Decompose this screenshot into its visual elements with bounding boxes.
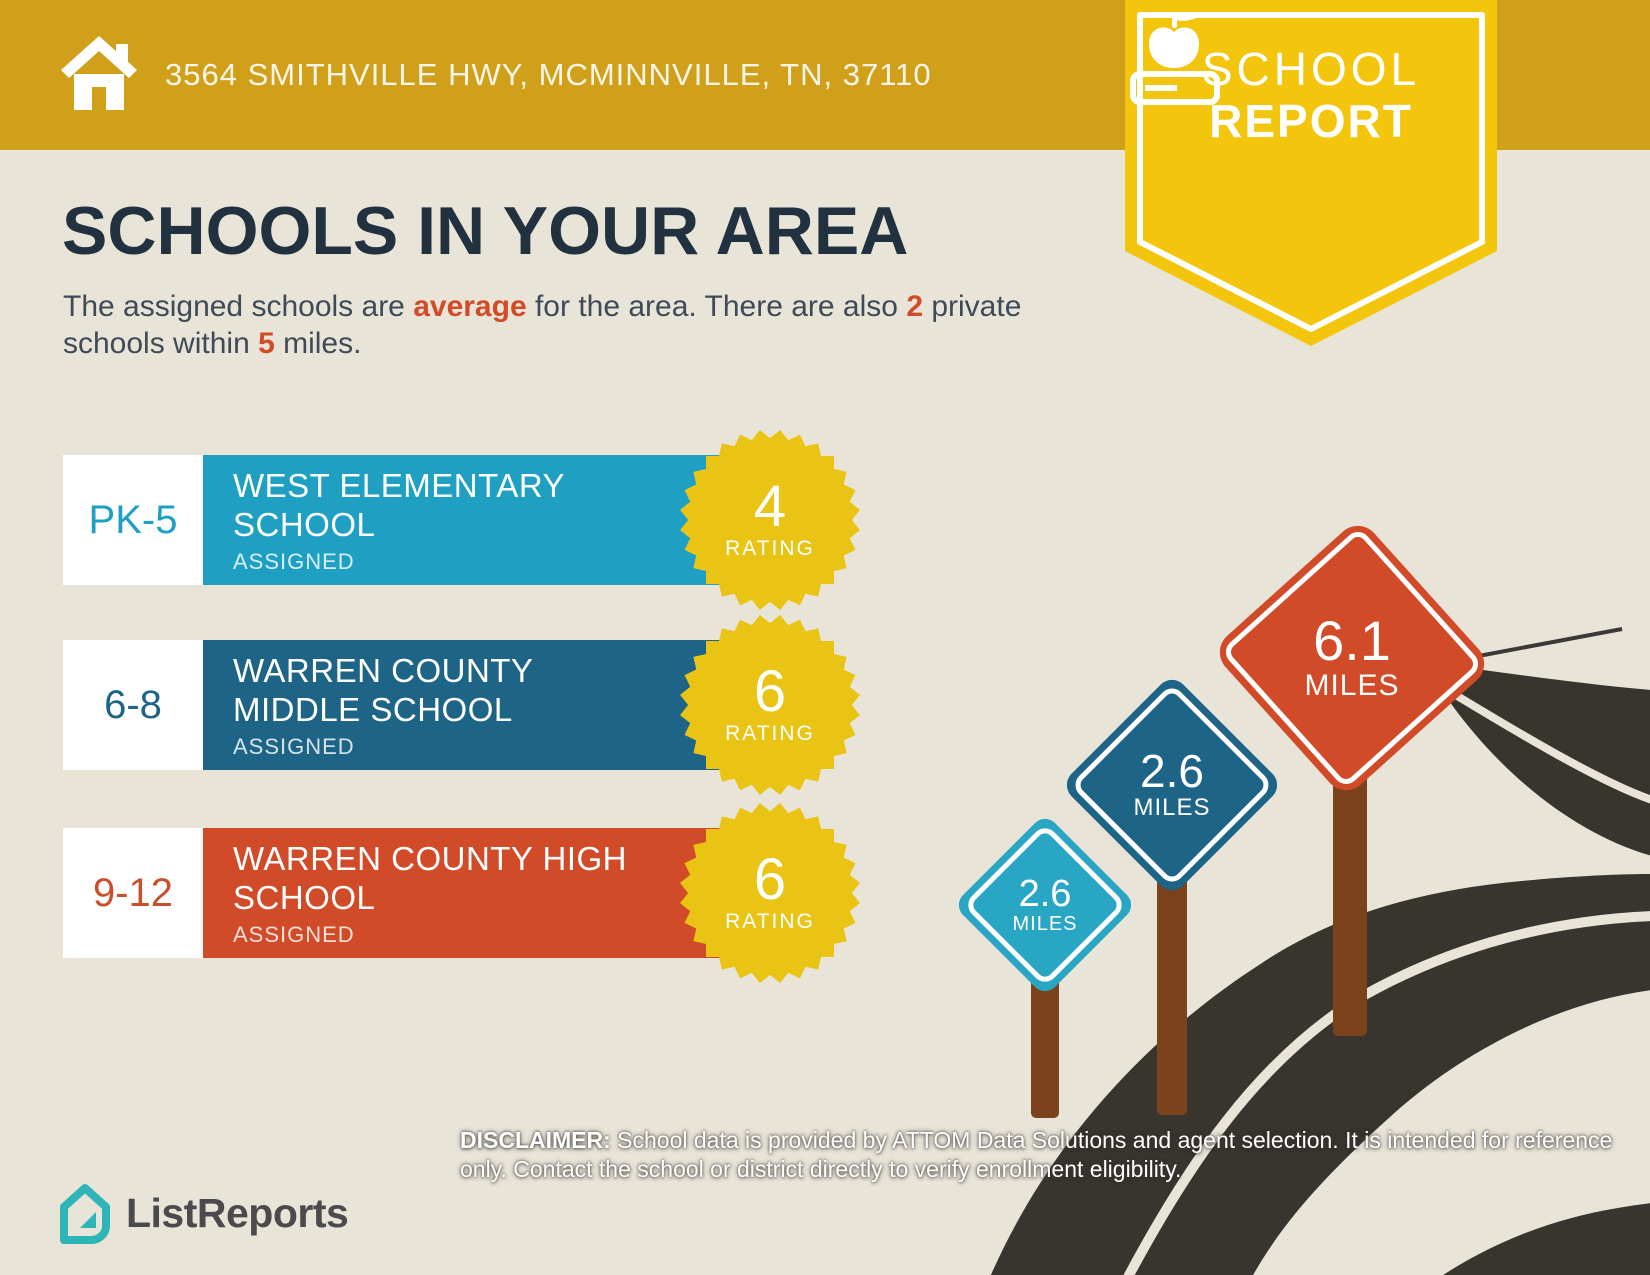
road-corner [1440, 1203, 1650, 1275]
rating-value: 4 [753, 474, 787, 539]
rating-label: RATING [725, 722, 815, 745]
listreports-logo [58, 1182, 348, 1244]
school-status: ASSIGNED [233, 733, 355, 759]
subtitle-text: private schools within [63, 290, 1022, 360]
listreports-house-icon [58, 1182, 112, 1244]
distance-unit: MILES [1304, 669, 1400, 702]
distance-unit: MILES [1012, 912, 1078, 935]
school-row-elementary [63, 455, 883, 585]
apple-on-book-icon [1125, 0, 1225, 112]
school-status: ASSIGNED [233, 921, 355, 947]
school-status: ASSIGNED [233, 548, 355, 574]
subtitle-text: miles. [274, 327, 362, 360]
school-bar [203, 640, 723, 770]
rating-badge [678, 428, 862, 612]
grade-range: 6-8 [63, 640, 203, 770]
distance-value: 6.1 [1313, 609, 1391, 672]
school-name: WEST ELEMENTARY SCHOOL [233, 466, 565, 543]
subtitle-highlight-miles: 5 [258, 327, 275, 360]
rating-badge [678, 613, 862, 797]
distance-sign-middle [1060, 673, 1283, 896]
distance-value: 2.6 [1140, 745, 1204, 797]
rating-label: RATING [725, 537, 815, 560]
school-bar [203, 828, 723, 958]
disclaimer [460, 1126, 1620, 1184]
page-title: SCHOOLS IN YOUR AREA [62, 193, 909, 269]
home-icon [58, 32, 140, 118]
badge-title-line2: REPORT [1209, 95, 1413, 147]
disclaimer-text: School data is provided by ATTOM Data Solutions and agent selection. It is intended for reference only. Contact the school or district directly to verify enrollment eligibility. [460, 1127, 1613, 1182]
property-address: 3564 SMITHVILLE HWY, MCMINNVILLE, TN, 37110 [165, 57, 932, 92]
rating-value: 6 [753, 847, 787, 912]
school-bar [203, 455, 723, 585]
school-name: WARREN COUNTY HIGH SCHOOL [233, 839, 628, 916]
rating-value: 6 [753, 659, 787, 724]
subtitle-text: The assigned schools are [63, 290, 414, 323]
school-report-badge [1125, 0, 1497, 346]
page-subtitle [63, 288, 1073, 362]
distance-value: 2.6 [1018, 872, 1072, 915]
badge-title-line1: SCHOOL [1201, 43, 1421, 95]
rating-badge [678, 801, 862, 985]
distance-sign-high [1211, 517, 1493, 799]
school-name: WARREN COUNTY MIDDLE SCHOOL [233, 651, 533, 728]
subtitle-text: for the area. There are also [526, 290, 907, 323]
brand-name: ListReports [126, 1189, 349, 1236]
subtitle-highlight-count: 2 [906, 290, 923, 323]
rating-label: RATING [725, 910, 815, 933]
distance-unit: MILES [1133, 794, 1211, 821]
school-row-middle [63, 640, 883, 770]
grade-range: PK-5 [63, 455, 203, 585]
school-row-high [63, 828, 883, 958]
grade-range: 9-12 [63, 828, 203, 958]
subtitle-highlight-average: average [413, 290, 527, 323]
disclaimer-label: DISCLAIMER: [460, 1127, 611, 1153]
